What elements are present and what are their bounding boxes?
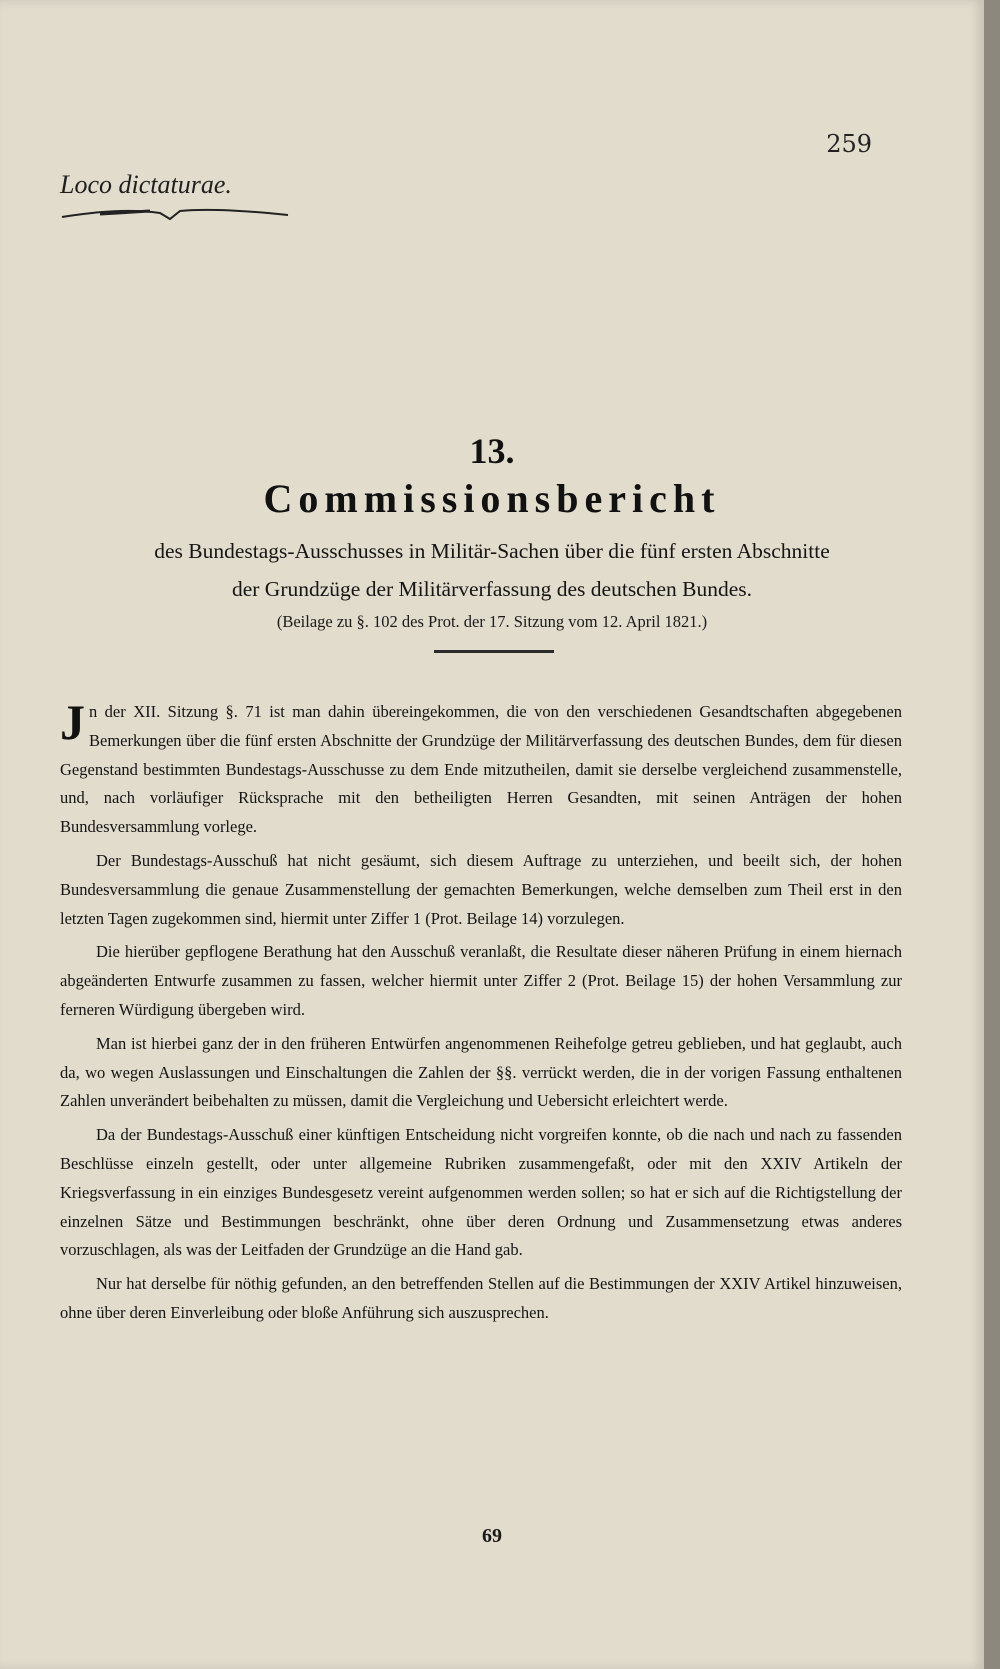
drop-cap: J: [60, 694, 85, 750]
dictation-note: Loco dictaturae.: [60, 170, 232, 199]
paragraph: Man ist hierbei ganz der in den früheren Entwürfen angenommenen Reihefolge getreu geblieben, und hat geglaubt, auch da, wo wegen Auslassungen und Einschaltungen die Zahlen der §§. verrückt werden, die in der vorigen Fassung enthaltenen Zahlen unverändert beibehalten zu müssen, damit die Vergleichung und Uebersicht erleichtert werde.: [60, 1033, 902, 1111]
report-subtitle: [60, 532, 924, 608]
section-number: 13.: [469, 431, 515, 471]
supplement-note: (Beilage zu §. 102 des Prot. der 17. Sitzung vom 12. April 1821.): [276, 612, 708, 631]
sheet-signature: 69: [482, 1525, 502, 1547]
scan-edge: [984, 0, 1000, 1669]
paragraph: Nur hat derselbe für nöthig gefunden, an den betreffenden Stellen auf die Bestimmungen der XXIV Artikel hinzuweisen, ohne über deren Einverleibung oder bloße Anführung sich auszusprechen.: [60, 1274, 902, 1322]
flourish-underline: [60, 205, 290, 225]
paragraph-text: n der XII. Sitzung §. 71 ist man dahin übereingekommen, die von den verschiedenen Gesandtschaften abgegebenen Bemerkungen über die fünf ersten Abschnitte der Grundzüge der Militärverfassung des deutschen Bundes, dem für diesen Gegenstand bestimmten Bundestags-Ausschusse zu dem Ende mitzutheilen, damit sie derselbe vergleichend zusammenstelle, und, nach vorläufiger Rücksprache mit den betheiligten Herren Gesandten, mit seinen Anträgen der hohen Bundesversammlung vorlege.: [60, 702, 902, 837]
section-divider: [434, 650, 554, 653]
body-text: [60, 694, 902, 1333]
paragraph: Die hierüber gepflogene Berathung hat den Ausschuß veranlaßt, die Resultate dieser näheren Prüfung in einem hiernach abgeänderten Entwurfe zusammen zu fassen, welcher hiermit unter Ziffer 2 (Prot. Beilage 15) der hohen Versammlung zur ferneren Würdigung übergeben wird.: [60, 942, 902, 1019]
paragraph: Da der Bundestags-Ausschuß einer künftigen Entscheidung nicht vorgreifen konnte, ob die nach und nach zu fassenden Beschlüsse einzeln gestellt, oder unter allgemeine Rubriken zusammengefaßt, oder mit den XXIV Artikeln der Kriegsverfassung in ein einziges Bundesgesetz vereint aufgenommen werden sollen; so hat er sich auf die Richtigstellung der einzelnen Sätze und Bestimmungen beschränkt, ohne über deren Ordnung und Zusammensetzung etwas anderes vorzuschlagen, als was der Leitfaden der Grundzüge an die Hand gab.: [60, 1125, 902, 1260]
report-title: Commissionsbericht: [263, 476, 721, 521]
paragraph: [60, 694, 902, 842]
page-number: 259: [826, 130, 872, 158]
subtitle-line: des Bundestags-Ausschusses in Militär-Sachen über die fünf ersten Abschnitte: [154, 539, 830, 563]
subtitle-line: der Grundzüge der Militärverfassung des deutschen Bundes.: [231, 577, 753, 601]
paragraph: Der Bundestags-Ausschuß hat nicht gesäumt, sich diesem Auftrage zu unterziehen, und beeilt sich, der hohen Bundesversammlung die genaue Zusammenstellung der gemachten Bemerkungen, welche demselben zum Theil erst in den letzten Tagen zugekommen sind, hiermit unter Ziffer 1 (Prot. Beilage 14) vorzulegen.: [60, 850, 902, 928]
